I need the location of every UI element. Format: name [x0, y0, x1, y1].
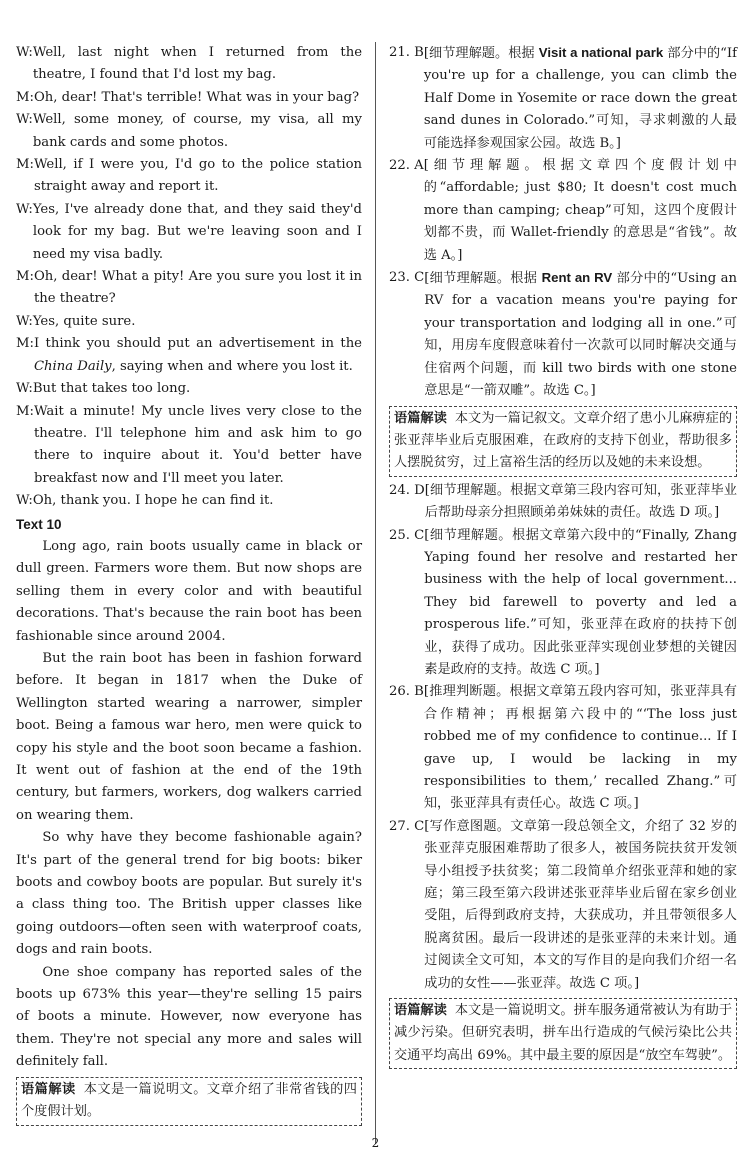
dialogue-text: Oh, dear! What a pity! Are you sure you lost it in the theatre? [33, 269, 362, 307]
answer-number: 25. C [389, 527, 425, 543]
passage-note-box [16, 1077, 362, 1126]
answer-explanation [424, 42, 737, 155]
speaker: W: [16, 381, 33, 397]
speaker: M: [16, 336, 34, 352]
explanation-text: [细节理解题。根据文章四个度假计划中的“affordable; just $80; It doesn't cost much more than camping; cheap”可知，这四个度假计划都不贵，而 Wallet-friendly 的意思是“省钱”。故选 A。] [423, 158, 737, 263]
note-text: 本文是一篇说明文。文章介绍了非常省钱的四个度假计划。 [21, 1081, 357, 1120]
answer-number: 23. C [389, 270, 425, 286]
answer-item [389, 480, 737, 525]
note-text: 本文是一篇说明文。拼车服务通常被认为有助于减少污染。但研究表明，拼车出行造成的气候污染比公共交通平均高出 69%。其中最主要的原因是“放空车驾驶”。 [394, 1003, 733, 1063]
passage-note-box [389, 406, 737, 477]
answer-explanation: [细节理解题。根据文章第三段内容可知，张亚萍毕业后帮助母亲分担照顾弟弟妹妹的责任。故选 D 项。] [424, 482, 737, 521]
paragraph: Long ago, rain boots usually came in black or dull green. Farmers wore them. But now shops are selling them in every color and with beautiful decorations. That's because the rain boot has been fashionable since around 2004. [16, 538, 362, 644]
answer-explanation [424, 267, 737, 402]
dialogue-line [16, 42, 362, 87]
dialogue-line [16, 154, 362, 199]
speaker: W: [16, 493, 33, 509]
answer-explanation: [推理判断题。根据文章第五段内容可知，张亚萍具有合作精神；再根据第六段中的“‘The loss just robbed me of my confidence to continue... If I gave up, I would be lacking in my responsibilities to them,’ recalled Zhang.”可知，张亚萍具有责任心。故选 C 项。] [423, 684, 737, 812]
answer-item [389, 681, 737, 815]
dialogue-text-end: , saying when and where you lost it. [111, 358, 353, 374]
dialogue-line [16, 490, 362, 512]
answer-item [389, 155, 737, 267]
paragraph: So why have they become fashionable again? It's part of the general trend for big boots: biker boots and cowboy boots are popular. But surely it's a class thing too. The British upper classes like going outdoors—often seen with waterproof coats, dogs and rain boots. [16, 830, 362, 958]
answer-number: 27. C [389, 818, 425, 834]
dialogue-line [16, 333, 362, 378]
page-number: 2 [371, 1136, 380, 1150]
dialogue-text: Wait a minute! My uncle lives very close to the theatre. I'll telephone him and ask him to go there to inquire about it. You'd better have breakfast now and I'll meet you later. [33, 403, 362, 486]
paragraph: But the rain boot has been in fashion forward before. It began in 1817 when the Duke of Wellington started wearing a narrower, simpler boot. Being a famous war hero, men were quick to copy his style and the boot soon became a fashion. It went out of fashion at the end of the 19th century, but farmers, workers, dog walkers carried on wearing them. [16, 650, 362, 823]
note-label: 语篇解读 [21, 1081, 76, 1097]
passage-note-box [389, 998, 737, 1069]
newspaper-title: China Daily [33, 358, 112, 374]
explanation-text: [细节理解题。根据 [424, 271, 542, 287]
speaker: W: [16, 201, 33, 217]
paragraph: One shoe company has reported sales of the boots up 673% this year—they're selling 15 pairs of boots a minute. However, now everyone has them. They're not special any more and sales will definitely fall. [16, 964, 362, 1070]
answer-number: 24. D [389, 482, 425, 498]
dialogue-line [16, 109, 362, 154]
explanation-text: 部分中的“Using an RV for a vacation means you're paying for your transportation and lodging all in one.”可知，用房车度假意味着付一次款可以同时解决交通与住宿两个问题，而 kill two birds with one stone 意思是“一箭双雕”。故选 C。] [424, 271, 738, 399]
answer-item [389, 42, 737, 155]
dialogue [16, 42, 362, 513]
speaker: M: [16, 157, 34, 173]
dialogue-text: Yes, quite sure. [32, 313, 136, 329]
left-column [16, 42, 362, 1129]
answer-number: 21. B [389, 45, 424, 60]
dialogue-text: Oh, thank you. I hope he can find it. [32, 493, 274, 509]
speaker: W: [16, 112, 33, 128]
dialogue-text: Yes, I've already done that, and they said they'd look for my bag. But we're leaving soon and I need my visa badly. [32, 201, 362, 262]
speaker: W: [16, 45, 33, 60]
dialogue-line [16, 87, 362, 109]
dialogue-text: But that takes too long. [32, 381, 191, 397]
answer-number: 26. B [389, 684, 424, 700]
dialogue-line [16, 266, 362, 311]
dialogue-text [34, 333, 362, 378]
answer-item [389, 525, 737, 682]
dialogue-line [16, 378, 362, 400]
answer-number: 22. A [389, 158, 424, 174]
section-reference: Rent an RV [541, 270, 613, 286]
section-title: Text 10 [16, 516, 62, 532]
speaker: M: [16, 269, 34, 285]
dialogue-line [16, 401, 362, 491]
speaker: M: [16, 403, 34, 419]
note-label: 语篇解读 [394, 410, 447, 426]
section-reference: Visit a national park [538, 45, 664, 60]
note-label: 语篇解读 [394, 1003, 447, 1019]
dialogue-line [16, 199, 362, 266]
answer-item [389, 816, 737, 995]
answer-explanation [424, 155, 737, 267]
dialogue-text: Well, last night when I returned from the theatre, I found that I'd lost my bag. [32, 45, 362, 83]
dialogue-text: Well, if I were you, I'd go to the police station straight away and report it. [33, 157, 362, 195]
answer-explanation: [写作意图题。文章第一段总领全文，介绍了 32 岁的张亚萍克服困难帮助了很多人，被国务院扶贫开发领导小组授予扶贫奖；第二段简单介绍张亚萍和她的家庭；第三段至第六段讲述张亚萍毕业后留在家乡创业受阻，后得到政府支持，大获成功，并且带领很多人脱离贫困。最后一段讲述的是张亚萍的未来计划。通过阅读全文可知，本文的写作目的是向我们介绍一名成功的女性——张亚萍。故选 C 项。] [424, 818, 737, 991]
dialogue-text-start: I think you should put an advertisement in the [33, 336, 362, 352]
speaker: W: [16, 313, 33, 329]
dialogue-text: Well, some money, of course, my visa, all my bank cards and some photos. [32, 112, 362, 150]
dialogue-text: Oh, dear! That's terrible! What was in your bag? [33, 89, 360, 105]
answer-explanation: [细节理解题。根据文章第六段中的“Finally, Zhang Yaping found her resolve and restarted her business with the help of local government... They bid farewell to poverty and led a prosperous life.”可知，张亚萍在政府的扶持下创业，获得了成功。因此张亚萍实现创业梦想的关键因素是政府的支持。故选 C 项。] [424, 527, 737, 677]
explanation-text: 部分中的“If you're up for a challenge, you can climb the Half Dome in Yosemite or race down the great sand dunes in Colorado.”可知，寻求刺激的人最可能选择参观国家公园。故选 B。] [423, 46, 737, 151]
answer-item [389, 267, 737, 402]
explanation-text: [细节理解题。根据 [423, 46, 539, 61]
speaker: M: [16, 89, 34, 105]
dialogue-line [16, 311, 362, 333]
column-divider [375, 42, 376, 1144]
right-column [389, 42, 737, 1072]
note-text: 本文为一篇记叙文。文章介绍了患小儿麻痹症的张亚萍毕业后克服困难，在政府的支持下创业，帮助很多人摆脱贫穷，过上富裕生活的经历以及她的未来设想。 [394, 410, 733, 471]
